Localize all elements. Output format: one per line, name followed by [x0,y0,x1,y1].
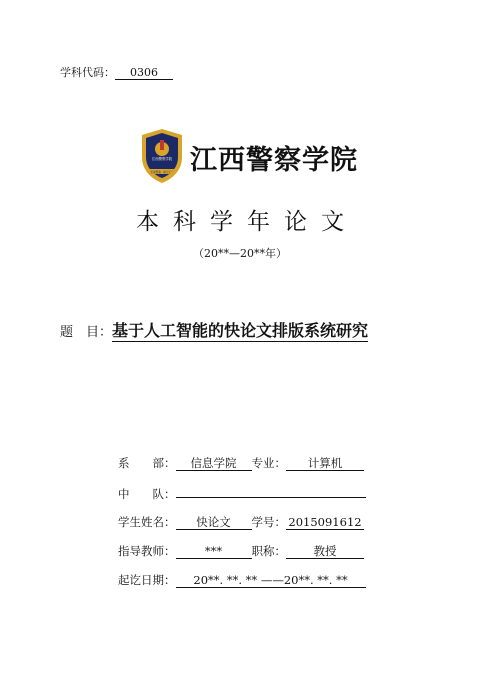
major-value: 计算机 [286,456,364,471]
department-value: 信息学院 [176,456,252,471]
subject-code-value: 0306 [115,66,173,80]
team-value [176,497,366,498]
team-label: 中 队： [118,487,176,501]
advisor-rank-value: 教授 [286,544,364,559]
subject-code-row [60,64,173,80]
dates-value: 20**. **. ** ——20**. **. ** [176,573,366,588]
major-label: 专业： [251,456,286,470]
advisor-label: 指导教师： [118,544,176,558]
thesis-type-heading: 本科学年论文 [136,209,358,235]
advisor-rank-label: 职称： [251,544,286,558]
dates-label: 起讫日期： [118,573,176,587]
student-id-label: 学号： [251,515,286,529]
student-name-value: 快论文 [176,515,252,530]
info-row-team [118,486,366,502]
title-label: 题 目： [60,325,113,340]
thesis-title-row [60,318,368,341]
subject-code-label: 学科代码： [60,66,115,79]
student-name-label: 学生姓名： [118,515,176,529]
emblem-text-top: 江西警察学院 [151,157,173,161]
school-emblem-icon [139,127,185,185]
info-row-advisor [118,543,364,559]
thesis-title: 基于人工智能的快论文排版系统研究 [112,321,369,340]
school-name-logotype: 江西警察学院 [190,145,358,176]
student-id-value: 2015091612 [286,515,364,530]
emblem-text-bottom: 忠诚警魂 · 砺行正一 [150,171,174,174]
department-label: 系 部： [118,456,176,470]
info-row-dates [118,572,366,588]
info-row-department [118,455,364,471]
info-row-student [118,514,364,530]
advisor-value: *** [176,544,252,559]
academic-years: （20**—20**年） [193,247,287,260]
